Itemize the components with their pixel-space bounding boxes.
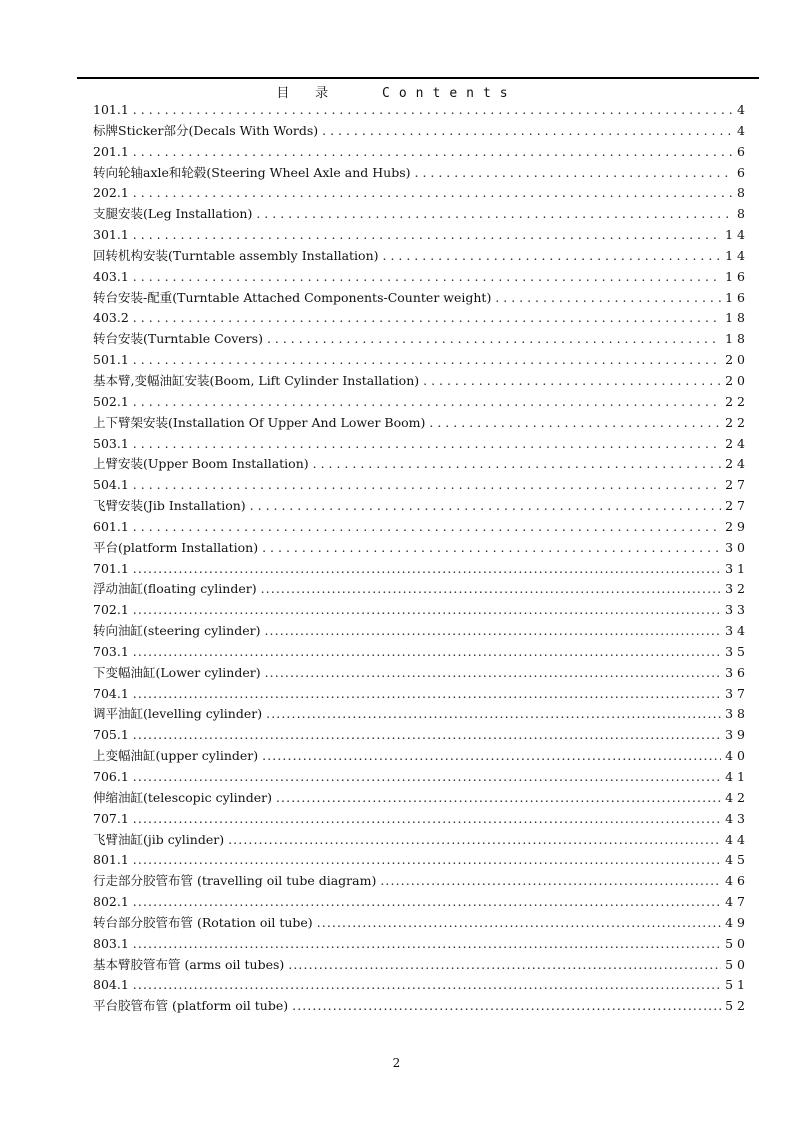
toc-entry-label: 403.2	[93, 310, 129, 326]
toc-entry[interactable]	[93, 934, 749, 955]
toc-entry[interactable]	[93, 975, 749, 996]
toc-dot-leader	[133, 642, 721, 663]
toc-entry-page: 22	[725, 414, 749, 430]
toc-entry[interactable]	[93, 642, 749, 663]
toc-entry-label: 801.1	[93, 852, 129, 868]
toc-entry-label: 回转机构安装(Turntable assembly Installation)	[93, 247, 379, 263]
toc-dot-leader	[133, 225, 721, 246]
toc-entry-label: 转向油缸(steering cylinder)	[93, 623, 261, 639]
toc-entry-label: 502.1	[93, 393, 129, 409]
toc-dot-leader	[262, 746, 721, 767]
toc-dot-leader	[264, 621, 721, 642]
toc-entry-page: 51	[725, 977, 749, 993]
toc-entry-label: 转台安装(Turntable Covers)	[93, 331, 263, 347]
toc-entry[interactable]	[93, 246, 749, 267]
toc-entry-label: 802.1	[93, 894, 129, 910]
toc-entry[interactable]	[93, 788, 749, 809]
toc-entry-page: 44	[725, 831, 749, 847]
toc-entry-page: 18	[725, 310, 749, 326]
toc-dot-leader	[292, 996, 721, 1017]
toc-dot-leader	[133, 475, 721, 496]
toc-entry-page: 20	[725, 372, 749, 388]
toc-entry-label: 704.1	[93, 685, 129, 701]
toc-dot-leader	[133, 434, 721, 455]
toc-entry[interactable]	[93, 517, 749, 538]
toc-dot-leader	[256, 204, 733, 225]
toc-dot-leader	[133, 600, 721, 621]
toc-entry-label: 伸缩油缸(telescopic cylinder)	[93, 789, 272, 805]
toc-dot-leader	[322, 121, 733, 142]
toc-entry[interactable]	[93, 996, 749, 1017]
toc-entry[interactable]	[93, 913, 749, 934]
toc-entry-label: 支腿安装(Leg Installation)	[93, 206, 253, 222]
toc-dot-leader	[383, 246, 722, 267]
toc-entry-label: 下变幅油缸(Lower cylinder)	[93, 664, 261, 680]
toc-entry[interactable]	[93, 350, 749, 371]
toc-entry[interactable]	[93, 413, 749, 434]
toc-entry-label: 调平油缸(levelling cylinder)	[93, 706, 263, 722]
toc-entry[interactable]	[93, 809, 749, 830]
header-rule	[77, 77, 759, 79]
toc-dot-leader	[133, 809, 721, 830]
toc-entry-label: 702.1	[93, 602, 129, 618]
toc-entry-label: 转向轮轴axle和轮毂(Steering Wheel Axle and Hubs)	[93, 164, 411, 180]
toc-entry[interactable]	[93, 496, 749, 517]
toc-entry-label: 701.1	[93, 560, 129, 576]
toc-entry[interactable]	[93, 725, 749, 746]
toc-entry-label: 上臂安装(Upper Boom Installation)	[93, 456, 309, 472]
toc-entry[interactable]	[93, 475, 749, 496]
toc-dot-leader	[495, 288, 721, 309]
toc-title-en: Contents	[382, 86, 517, 101]
toc-entry[interactable]	[93, 392, 749, 413]
toc-entry-page: 32	[725, 581, 749, 597]
toc-entry-page: 20	[725, 352, 749, 368]
toc-dot-leader	[261, 579, 721, 600]
toc-entry[interactable]	[93, 267, 749, 288]
toc-entry-label: 基本臂,变幅油缸安装(Boom, Lift Cylinder Installation)	[93, 372, 420, 388]
toc-entry-page: 42	[725, 789, 749, 805]
toc-entry[interactable]	[93, 100, 749, 121]
toc-entry-label: 403.1	[93, 268, 129, 284]
toc-title	[0, 82, 793, 101]
toc-entry-label: 上下臂架安装(Installation Of Upper And Lower Boom)	[93, 414, 426, 430]
toc-dot-leader	[265, 663, 721, 684]
toc-entry[interactable]	[93, 204, 749, 225]
toc-entry-page: 24	[725, 456, 749, 472]
toc-entry-page: 27	[725, 477, 749, 493]
toc-entry-label: 转台部分胶管布管 (Rotation oil tube)	[93, 914, 313, 930]
toc-entry[interactable]	[93, 434, 749, 455]
toc-dot-leader	[133, 142, 733, 163]
toc-dot-leader	[133, 892, 721, 913]
toc-entry-label: 504.1	[93, 477, 129, 493]
toc-entry[interactable]	[93, 225, 749, 246]
toc-entry-label: 飞臂油缸(jib cylinder)	[93, 831, 225, 847]
toc-dot-leader	[317, 913, 721, 934]
toc-entry-label: 706.1	[93, 769, 129, 784]
toc-entry-page: 30	[725, 539, 749, 555]
toc-entry-label: 标牌Sticker部分(Decals With Words)	[93, 122, 319, 138]
toc-dot-leader	[262, 538, 721, 559]
toc-entry-label: 基本臂胶管布管 (arms oil tubes)	[93, 956, 285, 972]
toc-entry-page: 35	[725, 643, 749, 659]
toc-entry[interactable]	[93, 871, 749, 892]
toc-entry[interactable]	[93, 850, 749, 871]
toc-dot-leader	[266, 704, 721, 725]
toc-dot-leader	[133, 934, 721, 955]
page-number: 2	[392, 1056, 401, 1070]
toc-entry[interactable]	[93, 892, 749, 913]
toc-entry-page: 6	[737, 143, 749, 159]
toc-entry-page: 27	[725, 498, 749, 514]
toc-entry-page: 52	[725, 998, 749, 1014]
toc-entry-page: 6	[737, 164, 749, 180]
toc-dot-leader	[423, 371, 721, 392]
toc-entry[interactable]	[93, 767, 749, 788]
toc-entry[interactable]	[93, 454, 749, 475]
toc-dot-leader	[429, 413, 721, 434]
toc-entry[interactable]	[93, 288, 749, 309]
toc-entry-page: 36	[725, 664, 749, 680]
toc-dot-leader	[133, 308, 721, 329]
toc-entry[interactable]	[93, 704, 749, 725]
toc-dot-leader	[133, 850, 721, 871]
toc-entry-page: 38	[725, 706, 749, 722]
toc-entry-page: 4	[737, 102, 749, 117]
toc-entry[interactable]	[93, 308, 749, 329]
toc-entry-label: 上变幅油缸(upper cylinder)	[93, 748, 259, 764]
toc-entry-label: 501.1	[93, 352, 129, 368]
toc-entry-page: 33	[725, 602, 749, 618]
toc-dot-leader	[133, 725, 721, 746]
toc-entry[interactable]	[93, 163, 749, 184]
toc-entry[interactable]	[93, 684, 749, 705]
toc-entry-label: 飞臂安装(Jib Installation)	[93, 498, 246, 514]
toc-entry[interactable]	[93, 621, 749, 642]
toc-entry-page: 50	[725, 935, 749, 951]
toc-entry-label: 707.1	[93, 810, 129, 826]
toc-entry-page: 18	[725, 331, 749, 347]
toc-entry[interactable]	[93, 746, 749, 767]
toc-dot-leader	[133, 183, 733, 204]
toc-entry-label: 703.1	[93, 643, 129, 659]
toc-entry-label: 202.1	[93, 185, 129, 201]
toc-entry-page: 22	[725, 393, 749, 409]
toc-entry-page: 29	[725, 518, 749, 534]
toc-entry-page: 16	[725, 289, 749, 305]
toc-entry-page: 45	[725, 852, 749, 868]
toc-dot-leader	[250, 496, 721, 517]
table-of-contents	[93, 100, 749, 1017]
toc-title-cn: 目 录	[276, 86, 338, 101]
toc-entry[interactable]	[93, 955, 749, 976]
toc-entry-label: 705.1	[93, 727, 129, 743]
toc-entry-page: 16	[725, 268, 749, 284]
toc-entry-label: 平台胶管布管 (platform oil tube)	[93, 998, 289, 1014]
toc-dot-leader	[133, 517, 721, 538]
toc-entry-page: 4	[737, 122, 749, 138]
toc-entry-label: 803.1	[93, 935, 129, 951]
toc-entry-page: 8	[737, 185, 749, 201]
toc-entry[interactable]	[93, 600, 749, 621]
toc-entry-label: 平台(platform Installation)	[93, 539, 259, 555]
toc-entry-page: 40	[725, 748, 749, 764]
toc-dot-leader	[380, 871, 721, 892]
toc-entry-page: 8	[737, 206, 749, 222]
toc-entry-label: 503.1	[93, 435, 129, 451]
toc-entry-label: 804.1	[93, 977, 129, 993]
toc-entry[interactable]	[93, 183, 749, 204]
toc-entry-label: 301.1	[93, 227, 129, 243]
toc-entry-page: 34	[725, 623, 749, 639]
toc-entry[interactable]	[93, 559, 749, 580]
toc-dot-leader	[133, 392, 721, 413]
toc-entry-label: 转台安装-配重(Turntable Attached Components-Counter weight)	[93, 289, 492, 305]
toc-entry-label: 601.1	[93, 518, 129, 534]
toc-dot-leader	[415, 163, 734, 184]
toc-dot-leader	[267, 329, 721, 350]
toc-dot-leader	[133, 350, 721, 371]
toc-entry[interactable]	[93, 538, 749, 559]
toc-dot-leader	[133, 684, 721, 705]
toc-dot-leader	[133, 559, 721, 580]
toc-dot-leader	[288, 955, 721, 976]
toc-entry-page: 14	[725, 227, 749, 243]
toc-entry[interactable]	[93, 142, 749, 163]
toc-entry[interactable]	[93, 830, 749, 851]
toc-entry-page: 24	[725, 435, 749, 451]
toc-dot-leader	[276, 788, 721, 809]
toc-entry-page: 50	[725, 956, 749, 972]
toc-entry-page: 47	[725, 894, 749, 910]
toc-entry[interactable]	[93, 121, 749, 142]
toc-entry-page: 41	[725, 769, 749, 784]
toc-entry[interactable]	[93, 579, 749, 600]
toc-dot-leader	[228, 830, 721, 851]
toc-entry-page: 49	[725, 914, 749, 930]
toc-dot-leader	[133, 975, 721, 996]
toc-entry-page: 31	[725, 560, 749, 576]
toc-entry[interactable]	[93, 371, 749, 392]
toc-entry-label: 101.1	[93, 102, 129, 117]
toc-entry-page: 37	[725, 685, 749, 701]
toc-dot-leader	[133, 267, 721, 288]
toc-dot-leader	[133, 767, 721, 788]
toc-entry-label: 浮动油缸(floating cylinder)	[93, 581, 257, 597]
toc-entry-label: 201.1	[93, 143, 129, 159]
toc-entry-page: 43	[725, 810, 749, 826]
toc-entry-label: 行走部分胶管布管 (travelling oil tube diagram)	[93, 873, 377, 889]
toc-entry[interactable]	[93, 663, 749, 684]
toc-dot-leader	[133, 100, 733, 121]
toc-entry[interactable]	[93, 329, 749, 350]
toc-dot-leader	[313, 454, 721, 475]
toc-entry-page: 14	[725, 247, 749, 263]
toc-entry-page: 46	[725, 873, 749, 889]
toc-entry-page: 39	[725, 727, 749, 743]
